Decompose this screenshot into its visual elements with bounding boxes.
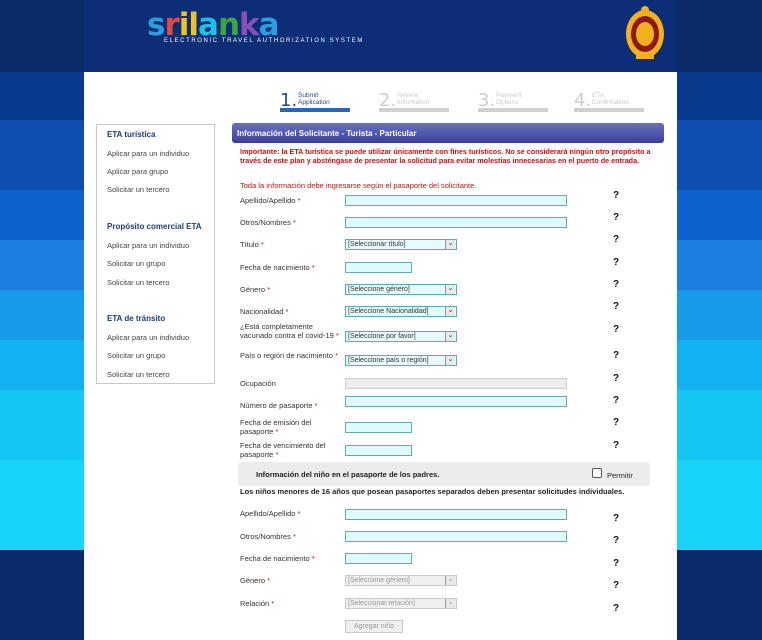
passport-info-notice: Toda la información debe ingresarse según el pasaporte del solicitante.	[240, 181, 477, 190]
dob-label: Fecha de nacimiento *	[240, 263, 315, 272]
dob-input[interactable]	[345, 262, 412, 273]
child-surname-help-icon[interactable]: ?	[613, 513, 620, 524]
permit-checkbox[interactable]	[592, 468, 602, 478]
logo-letter: k	[239, 7, 259, 43]
child-relation-label: Relación *	[240, 599, 275, 608]
progress-steps	[280, 90, 660, 116]
chevron-down-icon: ⌄	[445, 332, 455, 341]
passport-issue-help-icon[interactable]: ?	[613, 417, 620, 428]
child-other-names-label: Otros/Nombres *	[240, 532, 296, 541]
child-other-names-input[interactable]	[345, 531, 567, 542]
other-names-input[interactable]	[345, 217, 567, 228]
child-gender-help-icon[interactable]: ?	[613, 580, 620, 591]
surname-label: Apellido/Apellido *	[240, 196, 301, 205]
step-number: 2.	[379, 90, 397, 111]
passport-expiry-help-icon[interactable]: ?	[613, 440, 620, 451]
occupation-input[interactable]	[345, 378, 567, 389]
other-names-label: Otros/Nombres *	[240, 218, 296, 227]
sidebar-item-tourist-third-party[interactable]: Solicitar un tercero	[107, 185, 170, 194]
step-submit	[280, 90, 350, 112]
chevron-down-icon: ⌄	[445, 599, 455, 608]
form-title: Información del Solicitante - Turista - Particular	[232, 123, 664, 143]
logo-letter: i	[178, 7, 189, 43]
child-dob-help-icon[interactable]: ?	[613, 558, 620, 569]
birth-country-select[interactable]: [Seleccione país o región] ⌄	[345, 355, 457, 366]
vaccinated-select[interactable]: [Seleccione por favor] ⌄	[345, 331, 457, 342]
child-dob-label: Fecha de nacimiento *	[240, 554, 315, 563]
site-header	[84, 0, 677, 72]
sidebar-item-tourist-individual[interactable]: Aplicar para un individuo	[107, 149, 190, 158]
nationality-label: Nacionalidad *	[240, 307, 289, 316]
gender-select[interactable]: [Seleccione género] ⌄	[345, 284, 457, 295]
logo-letter: n	[217, 7, 240, 43]
title-label: Título *	[240, 240, 264, 249]
step-payment	[478, 90, 548, 112]
sidebar-item-transit-group[interactable]: Solicitar un grupo	[107, 351, 166, 360]
child-gender-label: Género *	[240, 576, 271, 585]
nationality-help-icon[interactable]: ?	[613, 301, 620, 312]
child-dob-input[interactable]	[345, 553, 412, 564]
chevron-down-icon: ⌄	[445, 285, 455, 294]
step-label: Submit Application	[298, 92, 330, 106]
step-confirmation	[574, 90, 644, 112]
passport-issue-label: Fecha de emisión del pasaporte *	[240, 418, 312, 436]
passport-number-help-icon[interactable]: ?	[613, 395, 620, 406]
child-surname-label: Apellido/Apellido *	[240, 509, 301, 518]
logo-letter: a	[198, 7, 218, 43]
birth-country-label: País o región de nacimiento *	[240, 351, 338, 360]
child-surname-input[interactable]	[345, 509, 567, 520]
chevron-down-icon: ⌄	[445, 356, 455, 365]
chevron-down-icon: ⌄	[445, 240, 455, 249]
step-label: Payment Options	[496, 92, 522, 106]
step-number: 4.	[574, 90, 592, 111]
child-note: Los niños menores de 16 años que posean pasaportes separados deben presentar solicitudes individuales.	[240, 487, 625, 496]
occupation-help-icon[interactable]: ?	[613, 373, 620, 384]
vaccinated-label: ¿Está completamente vacunado contra el covid-19 *	[240, 322, 339, 340]
add-child-button[interactable]: Agregar niño	[345, 620, 403, 633]
logo-letter: l	[188, 7, 199, 43]
logo-letter: a	[258, 7, 279, 43]
other-names-help-icon[interactable]: ?	[613, 212, 620, 223]
surname-input[interactable]	[345, 195, 567, 206]
sidebar-item-transit-third-party[interactable]: Solicitar un tercero	[107, 370, 170, 379]
step-review	[379, 90, 449, 112]
chevron-down-icon: ⌄	[445, 576, 455, 585]
logo-letter: s	[147, 7, 165, 43]
step-number: 3.	[478, 90, 496, 111]
vaccinated-help-icon[interactable]: ?	[613, 324, 620, 335]
sidebar-item-business-individual[interactable]: Aplicar para un individuo	[107, 241, 190, 250]
step-number: 1.	[280, 90, 298, 111]
sidebar	[96, 124, 215, 384]
child-section-title: Información del niño en el pasaporte de los padres.	[256, 470, 440, 479]
sidebar-item-business-group[interactable]: Solicitar un grupo	[107, 259, 166, 268]
step-label: ETA Confirmation	[592, 92, 629, 106]
sri-lanka-emblem-icon	[624, 4, 666, 60]
child-gender-select[interactable]: [Seleccione género] ⌄	[345, 575, 457, 586]
title-select[interactable]: [Seleccionar título] ⌄	[345, 239, 457, 250]
passport-issue-input[interactable]	[345, 422, 412, 433]
chevron-down-icon: ⌄	[445, 307, 455, 316]
sidebar-item-tourist-group[interactable]: Aplicar para grupo	[107, 167, 169, 176]
main-content	[84, 72, 677, 640]
passport-number-input[interactable]	[345, 396, 567, 407]
step-label: Review Information	[397, 92, 430, 106]
gender-label: Género *	[240, 285, 271, 294]
important-notice: Importante: la ETA turística se puede utilizar únicamente con fines turísticos. No se considerará ningún otro propósito a través de este plan y absténgase de presentar la solicitud para evitar molestias innecesarias en el puerto de entrada.	[240, 147, 651, 165]
child-section-header	[238, 462, 650, 486]
sidebar-item-transit-individual[interactable]: Aplicar para un individuo	[107, 333, 190, 342]
dob-help-icon[interactable]: ?	[613, 257, 620, 268]
nationality-select[interactable]: [Seleccione Nacionalidad] ⌄	[345, 306, 457, 317]
sidebar-heading-business: Propósito comercial ETA	[107, 222, 202, 231]
logo-letter: r	[164, 7, 179, 43]
sidebar-heading-tourist: ETA turística	[107, 130, 156, 139]
sidebar-heading-transit: ETA de tránsito	[107, 314, 166, 323]
gender-help-icon[interactable]: ?	[613, 279, 620, 290]
child-relation-help-icon[interactable]: ?	[613, 603, 620, 614]
child-other-names-help-icon[interactable]: ?	[613, 535, 620, 546]
passport-number-label: Número de pasaporte *	[240, 401, 318, 410]
applicant-form	[232, 123, 664, 640]
occupation-label: Ocupación	[240, 379, 276, 388]
surname-help-icon[interactable]: ?	[613, 190, 620, 201]
passport-expiry-input[interactable]	[345, 445, 412, 456]
child-relation-select[interactable]: [Seleccionar relación] ⌄	[345, 598, 457, 609]
permit-label: Permitir	[607, 471, 633, 480]
sidebar-item-business-third-party[interactable]: Solicitar un tercero	[107, 278, 170, 287]
logo-subtitle: ELECTRONIC TRAVEL AUTHORIZATION SYSTEM	[164, 38, 364, 44]
passport-expiry-label: Fecha de vencimiento del pasaporte *	[240, 441, 326, 459]
title-help-icon[interactable]: ?	[613, 234, 620, 245]
birth-country-help-icon[interactable]: ?	[613, 350, 620, 361]
